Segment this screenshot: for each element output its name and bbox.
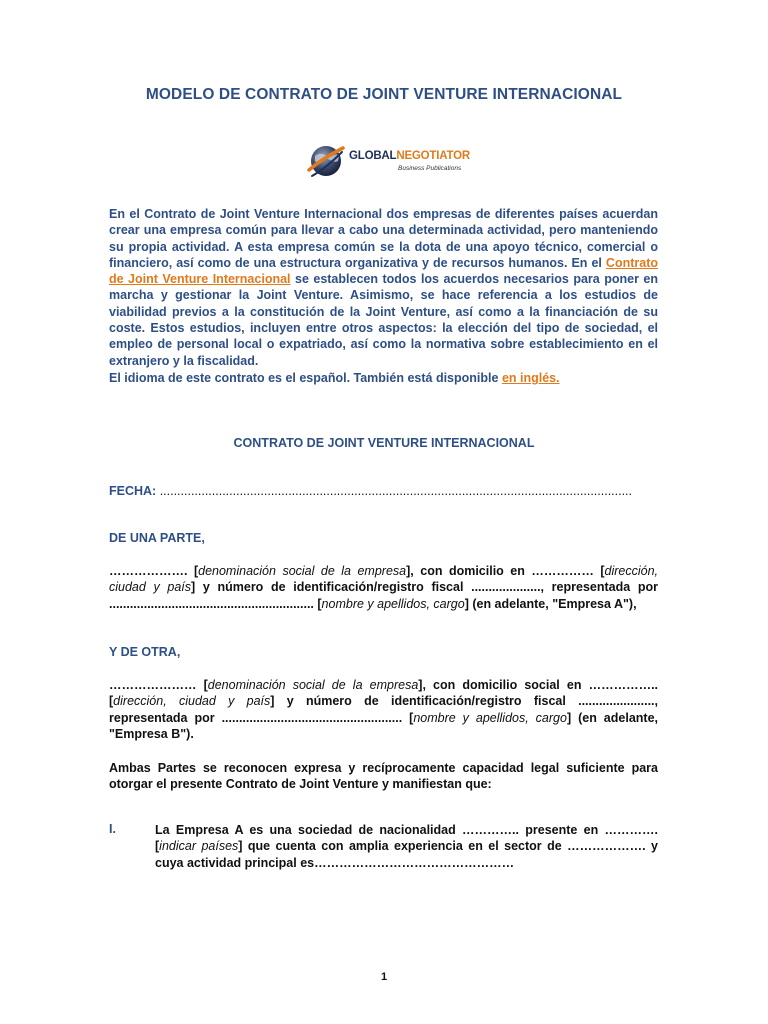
english-version-link[interactable]: en inglés. <box>501 371 560 385</box>
clause-1-number: I. <box>109 822 116 836</box>
page-number: 1 <box>380 971 388 983</box>
party-a-text-4: ] (en adelante, "Empresa A"), <box>464 596 637 611</box>
page-title: MODELO DE CONTRATO DE JOINT VENTURE INTERNACIONAL <box>145 86 623 103</box>
fecha-dots: ........................................................................................................................................ <box>156 484 633 498</box>
clause-1-placeholder: indicar países <box>159 839 239 854</box>
party-b-placeholder-name: denominación social de la empresa <box>207 678 419 692</box>
party-a-paragraph <box>109 563 658 612</box>
logo-brand-part2: NEGOTIATOR <box>396 150 470 162</box>
logo-tagline: Business Publications <box>398 165 462 172</box>
party-a-placeholder-rep: nombre y apellidos, cargo <box>321 596 465 611</box>
party-b-text-1: ………………… [ <box>109 678 208 692</box>
global-negotiator-logo <box>302 138 472 186</box>
party-a-placeholder-name: denominación social de la empresa <box>198 564 407 578</box>
party-a-placeholder-address: dirección, ciudad y país <box>109 564 659 595</box>
fecha-line <box>109 484 632 498</box>
language-text: El idioma de este contrato es el español. También está disponible <box>109 371 502 385</box>
contract-title: CONTRATO DE JOINT VENTURE INTERNACIONAL <box>233 436 535 450</box>
globe-logo-icon <box>306 140 346 180</box>
party-b-text-3: ] y número de identificación/registro fiscal ......................, representada por .................................................... [ <box>109 694 658 725</box>
party-b-placeholder-address: dirección, ciudad y país <box>113 694 271 709</box>
party-a-text-3: ] y número de identificación/registro fiscal ...................., representada por ........................................................... [ <box>109 580 658 611</box>
party-b-paragraph <box>109 677 658 742</box>
logo-brand-part1: GLOBAL <box>349 150 397 162</box>
clause-1-text-2: ] que cuenta con amplia experiencia en el sector de ………………. y cuya actividad principal es………………………………………… <box>155 839 659 870</box>
clause-1-text <box>155 822 658 871</box>
party-b-placeholder-rep: nombre y apellidos, cargo <box>413 710 567 725</box>
intro-text-before: En el Contrato de Joint Venture Internacional dos empresas de diferentes países acuerdan crear una empresa común para llevar a cabo una determinada actividad, pero manteniendo su propia actividad. A esta empresa común se la dota de una apoyo técnico, comercial o financiero, así como de una estructura organizativa y de recursos humanos. En el <box>109 207 658 270</box>
language-note <box>109 370 669 386</box>
party-b-text-2: ], con domicilio social en …………….. [ <box>109 678 659 709</box>
party-a-heading: DE UNA PARTE, <box>109 531 205 545</box>
party-a-text-2: ], con domicilio en …………… [ <box>406 564 605 578</box>
contract-link[interactable]: Contrato de Joint Venture Internacional <box>109 255 658 287</box>
party-a-text-1: ………………. [ <box>109 564 199 578</box>
party-b-text-4: ] (en adelante, "Empresa B"). <box>109 710 658 741</box>
intro-paragraph <box>109 206 658 369</box>
intro-text-after: se establecen todos los acuerdos necesarios para poner en marcha y gestionar la Joint Venture. Asimismo, se hace referencia a los estudios de viabilidad previos a la constitución de la Joint Venture, así como a la financiación de su coste. Estos estudios, incluyen entre otros aspectos: la elección del tipo de sociedad, el empleo de personal local o expatriado, así como la normativa sobre establecimiento en el extranjero y la fiscalidad. <box>109 272 658 368</box>
fecha-label: FECHA: <box>109 484 157 498</box>
clause-1-text-1: La Empresa A es una sociedad de nacionalidad ………….. presente en …………. [ <box>155 823 658 854</box>
capacity-paragraph: Ambas Partes se reconocen expresa y recíprocamente capacidad legal suficiente para otorgar el presente Contrato de Joint Venture y manifiestan que: <box>109 761 658 792</box>
party-b-heading: Y DE OTRA, <box>109 645 181 659</box>
logo-brand-text <box>349 150 470 162</box>
